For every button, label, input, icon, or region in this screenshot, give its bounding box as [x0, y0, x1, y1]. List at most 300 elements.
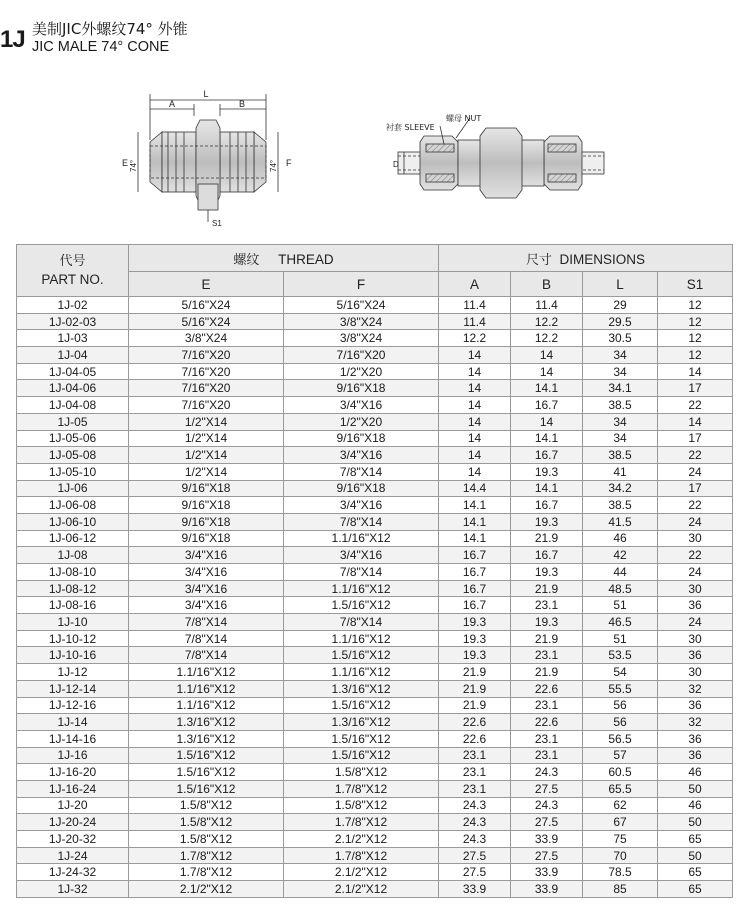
cell-dim-b: 23.1 [511, 697, 583, 714]
cell-dim-b: 14.1 [511, 380, 583, 397]
cell-thread-e: 3/4"X16 [129, 547, 284, 564]
cell-dim-l: 41.5 [583, 513, 658, 530]
cell-thread-e: 5/16"X24 [129, 313, 284, 330]
cell-dim-b: 23.1 [511, 647, 583, 664]
cell-dim-a: 14 [439, 413, 511, 430]
cell-thread-f: 3/4"X16 [284, 497, 439, 514]
thread-cn: 螺纹 [233, 252, 260, 268]
dimensions-cn: 尺寸 [526, 252, 553, 268]
cell-dim-l: 46.5 [583, 614, 658, 631]
cell-dim-b: 24.3 [511, 764, 583, 781]
page-header [0, 14, 400, 58]
cell-dim-s1: 36 [658, 730, 733, 747]
cell-thread-e: 3/8"X24 [129, 330, 284, 347]
table-row [17, 297, 733, 314]
cell-dim-a: 14 [439, 363, 511, 380]
table-row [17, 714, 733, 731]
cell-dim-a: 16.7 [439, 564, 511, 581]
label-S1: S1 [212, 219, 222, 228]
dimensions-header [439, 245, 733, 272]
cell-thread-f: 7/16"X20 [284, 347, 439, 364]
cell-thread-f: 7/8"X14 [284, 564, 439, 581]
cell-dim-a: 14 [439, 447, 511, 464]
cell-thread-f: 5/16"X24 [284, 297, 439, 314]
cell-part-no: 1J-04-05 [17, 363, 129, 380]
cell-thread-e: 1.1/16"X12 [129, 697, 284, 714]
cell-part-no: 1J-08-10 [17, 564, 129, 581]
cell-dim-s1: 30 [658, 530, 733, 547]
cell-dim-l: 85 [583, 881, 658, 898]
cell-dim-l: 51 [583, 630, 658, 647]
cell-dim-s1: 46 [658, 764, 733, 781]
cell-dim-l: 78.5 [583, 864, 658, 881]
cell-thread-f: 1.1/16"X12 [284, 630, 439, 647]
cell-part-no: 1J-20-32 [17, 831, 129, 848]
cell-thread-e: 3/4"X16 [129, 597, 284, 614]
cell-dim-l: 54 [583, 664, 658, 681]
cell-dim-s1: 65 [658, 881, 733, 898]
cell-dim-s1: 65 [658, 864, 733, 881]
cell-dim-a: 11.4 [439, 313, 511, 330]
cell-thread-f: 1.7/8"X12 [284, 780, 439, 797]
cell-part-no: 1J-03 [17, 330, 129, 347]
table-row [17, 397, 733, 414]
technical-drawing [0, 80, 750, 240]
cell-dim-b: 19.3 [511, 513, 583, 530]
column-header-B: B [511, 272, 583, 297]
cell-dim-s1: 24 [658, 564, 733, 581]
cell-dim-l: 55.5 [583, 680, 658, 697]
cell-part-no: 1J-10-12 [17, 630, 129, 647]
cell-dim-a: 23.1 [439, 747, 511, 764]
table-row [17, 597, 733, 614]
cell-dim-l: 75 [583, 831, 658, 848]
cell-dim-a: 16.7 [439, 597, 511, 614]
cell-thread-e: 1.3/16"X12 [129, 714, 284, 731]
cell-thread-f: 1.3/16"X12 [284, 680, 439, 697]
cell-dim-b: 23.1 [511, 730, 583, 747]
cell-dim-b: 12.2 [511, 330, 583, 347]
cell-part-no: 1J-06-08 [17, 497, 129, 514]
cell-dim-b: 21.9 [511, 664, 583, 681]
cell-dim-a: 14.1 [439, 497, 511, 514]
table-row [17, 630, 733, 647]
cell-dim-s1: 17 [658, 430, 733, 447]
cell-dim-b: 24.3 [511, 797, 583, 814]
cell-dim-a: 16.7 [439, 547, 511, 564]
cell-dim-s1: 46 [658, 797, 733, 814]
cell-thread-e: 3/4"X16 [129, 580, 284, 597]
cell-dim-s1: 30 [658, 630, 733, 647]
cell-part-no: 1J-05-10 [17, 463, 129, 480]
cell-thread-f: 3/8"X24 [284, 313, 439, 330]
table-row [17, 797, 733, 814]
cell-dim-a: 24.3 [439, 814, 511, 831]
cell-dim-l: 34 [583, 413, 658, 430]
cell-part-no: 1J-10 [17, 614, 129, 631]
cell-part-no: 1J-16 [17, 747, 129, 764]
cell-dim-l: 34 [583, 347, 658, 364]
cell-dim-s1: 50 [658, 847, 733, 864]
cell-thread-e: 7/8"X14 [129, 614, 284, 631]
cell-dim-a: 11.4 [439, 297, 511, 314]
cell-dim-s1: 32 [658, 714, 733, 731]
cell-part-no: 1J-20 [17, 797, 129, 814]
table-row [17, 564, 733, 581]
cell-dim-s1: 12 [658, 313, 733, 330]
cell-dim-b: 16.7 [511, 447, 583, 464]
cell-part-no: 1J-04-08 [17, 397, 129, 414]
cell-dim-a: 14 [439, 397, 511, 414]
cell-dim-a: 24.3 [439, 797, 511, 814]
label-angle-left: 74° [129, 159, 138, 172]
cell-thread-f: 9/16"X18 [284, 430, 439, 447]
table-row [17, 513, 733, 530]
cell-thread-f: 1.5/8"X12 [284, 797, 439, 814]
title-english: JIC MALE 74° CONE [32, 39, 170, 55]
cell-dim-a: 21.9 [439, 697, 511, 714]
cell-thread-f: 1.7/8"X12 [284, 814, 439, 831]
cell-dim-l: 38.5 [583, 447, 658, 464]
cell-part-no: 1J-24 [17, 847, 129, 864]
column-header-F: F [284, 272, 439, 297]
cell-dim-s1: 65 [658, 831, 733, 848]
cell-dim-l: 34 [583, 430, 658, 447]
table-row [17, 697, 733, 714]
cell-thread-e: 7/16"X20 [129, 397, 284, 414]
cell-thread-f: 2.1/2"X12 [284, 881, 439, 898]
cell-dim-b: 21.9 [511, 580, 583, 597]
cell-thread-f: 9/16"X18 [284, 480, 439, 497]
table-row [17, 313, 733, 330]
cell-thread-e: 1.7/8"X12 [129, 847, 284, 864]
cell-dim-a: 22.6 [439, 730, 511, 747]
table-row [17, 447, 733, 464]
cell-part-no: 1J-06-12 [17, 530, 129, 547]
cell-thread-f: 1.5/16"X12 [284, 730, 439, 747]
cell-dim-b: 11.4 [511, 297, 583, 314]
cell-dim-a: 21.9 [439, 664, 511, 681]
table-row [17, 380, 733, 397]
cell-part-no: 1J-10-16 [17, 647, 129, 664]
cell-dim-l: 53.5 [583, 647, 658, 664]
cell-dim-s1: 32 [658, 680, 733, 697]
cell-dim-a: 24.3 [439, 831, 511, 848]
cell-dim-b: 33.9 [511, 831, 583, 848]
cell-thread-f: 1.1/16"X12 [284, 530, 439, 547]
cell-dim-s1: 17 [658, 380, 733, 397]
cell-dim-l: 29.5 [583, 313, 658, 330]
cell-thread-e: 5/16"X24 [129, 297, 284, 314]
table-row [17, 547, 733, 564]
cell-dim-l: 56 [583, 714, 658, 731]
cell-dim-a: 19.3 [439, 647, 511, 664]
part-no-en: PART NO. [41, 272, 104, 287]
table-row [17, 764, 733, 781]
cell-part-no: 1J-16-24 [17, 780, 129, 797]
cell-dim-b: 14.1 [511, 480, 583, 497]
cell-dim-s1: 24 [658, 513, 733, 530]
cell-part-no: 1J-32 [17, 881, 129, 898]
cell-thread-e: 9/16"X18 [129, 530, 284, 547]
cell-dim-l: 38.5 [583, 397, 658, 414]
table-row [17, 330, 733, 347]
cell-part-no: 1J-05-08 [17, 447, 129, 464]
cell-dim-a: 14.4 [439, 480, 511, 497]
cell-part-no: 1J-12-16 [17, 697, 129, 714]
cell-part-no: 1J-08-16 [17, 597, 129, 614]
cell-dim-l: 56.5 [583, 730, 658, 747]
cell-thread-f: 9/16"X18 [284, 380, 439, 397]
cell-dim-s1: 22 [658, 397, 733, 414]
cell-dim-s1: 36 [658, 697, 733, 714]
part-no-cn: 代号 [59, 254, 86, 269]
cell-thread-e: 9/16"X18 [129, 497, 284, 514]
cell-part-no: 1J-02 [17, 297, 129, 314]
cell-dim-a: 19.3 [439, 630, 511, 647]
title-chinese: 美制JIC外螺纹74° 外锥 [32, 20, 188, 38]
cell-dim-b: 14 [511, 363, 583, 380]
cell-dim-s1: 14 [658, 413, 733, 430]
table-row [17, 463, 733, 480]
table-row [17, 847, 733, 864]
cell-dim-b: 22.6 [511, 714, 583, 731]
cell-dim-s1: 24 [658, 614, 733, 631]
cell-part-no: 1J-02-03 [17, 313, 129, 330]
label-F: F [286, 158, 292, 168]
cell-part-no: 1J-06 [17, 480, 129, 497]
cell-thread-e: 1/2"X14 [129, 463, 284, 480]
cell-dim-s1: 12 [658, 330, 733, 347]
cell-dim-l: 67 [583, 814, 658, 831]
cell-dim-a: 21.9 [439, 680, 511, 697]
cell-thread-e: 1/2"X14 [129, 430, 284, 447]
cell-dim-a: 27.5 [439, 847, 511, 864]
table-row [17, 664, 733, 681]
cell-dim-b: 27.5 [511, 780, 583, 797]
table-row [17, 881, 733, 898]
cell-dim-l: 60.5 [583, 764, 658, 781]
cell-dim-s1: 22 [658, 497, 733, 514]
table-row [17, 430, 733, 447]
cell-dim-l: 62 [583, 797, 658, 814]
label-sleeve: 衬套 SLEEVE [386, 123, 435, 132]
cell-dim-a: 23.1 [439, 764, 511, 781]
cell-thread-f: 1.3/16"X12 [284, 714, 439, 731]
cell-dim-l: 70 [583, 847, 658, 864]
product-code: 1J [0, 26, 25, 53]
cell-part-no: 1J-08 [17, 547, 129, 564]
cell-dim-s1: 14 [658, 363, 733, 380]
cell-dim-a: 14 [439, 347, 511, 364]
cell-dim-s1: 50 [658, 814, 733, 831]
cell-dim-l: 57 [583, 747, 658, 764]
cell-dim-a: 16.7 [439, 580, 511, 597]
cell-dim-a: 14 [439, 430, 511, 447]
table-row [17, 831, 733, 848]
column-header-E: E [129, 272, 284, 297]
cell-dim-l: 48.5 [583, 580, 658, 597]
cell-thread-e: 7/8"X14 [129, 647, 284, 664]
cell-thread-e: 7/16"X20 [129, 380, 284, 397]
cell-part-no: 1J-08-12 [17, 580, 129, 597]
table-row [17, 347, 733, 364]
table-body [17, 297, 733, 898]
cell-thread-e: 1.5/16"X12 [129, 780, 284, 797]
cell-dim-s1: 22 [658, 447, 733, 464]
cell-thread-f: 7/8"X14 [284, 513, 439, 530]
cell-part-no: 1J-04-06 [17, 380, 129, 397]
cell-thread-f: 2.1/2"X12 [284, 864, 439, 881]
cell-dim-s1: 36 [658, 747, 733, 764]
cell-thread-f: 7/8"X14 [284, 463, 439, 480]
cell-dim-a: 19.3 [439, 614, 511, 631]
cell-dim-b: 16.7 [511, 397, 583, 414]
cell-thread-f: 1.5/8"X12 [284, 764, 439, 781]
thread-header [129, 245, 439, 272]
specification-table [16, 244, 733, 898]
cell-thread-f: 1.5/16"X12 [284, 597, 439, 614]
cell-part-no: 1J-14 [17, 714, 129, 731]
cell-dim-b: 27.5 [511, 814, 583, 831]
cell-part-no: 1J-20-24 [17, 814, 129, 831]
cell-thread-e: 1.5/16"X12 [129, 747, 284, 764]
cell-dim-b: 19.3 [511, 463, 583, 480]
cell-dim-a: 14 [439, 463, 511, 480]
cell-thread-e: 9/16"X18 [129, 480, 284, 497]
thread-en: THREAD [278, 251, 334, 267]
cell-dim-s1: 22 [658, 547, 733, 564]
label-B: B [238, 99, 246, 109]
table-row [17, 614, 733, 631]
cell-dim-a: 33.9 [439, 881, 511, 898]
cell-dim-s1: 17 [658, 480, 733, 497]
cell-thread-e: 1.5/16"X12 [129, 764, 284, 781]
cell-dim-l: 56 [583, 697, 658, 714]
label-L: L [203, 89, 209, 99]
cell-dim-l: 44 [583, 564, 658, 581]
cell-dim-s1: 50 [658, 780, 733, 797]
cell-part-no: 1J-12 [17, 664, 129, 681]
cell-thread-e: 1.5/8"X12 [129, 814, 284, 831]
cell-dim-a: 22.6 [439, 714, 511, 731]
label-A: A [168, 99, 176, 109]
cell-thread-f: 3/4"X16 [284, 397, 439, 414]
cell-thread-e: 2.1/2"X12 [129, 881, 284, 898]
cell-dim-b: 12.2 [511, 313, 583, 330]
label-E: E [122, 158, 129, 168]
column-header-L: L [583, 272, 658, 297]
cell-part-no: 1J-04 [17, 347, 129, 364]
table-row [17, 480, 733, 497]
cell-dim-b: 19.3 [511, 564, 583, 581]
cell-dim-b: 33.9 [511, 881, 583, 898]
cell-thread-e: 1.1/16"X12 [129, 664, 284, 681]
cell-dim-b: 14.1 [511, 430, 583, 447]
cell-thread-e: 1/2"X14 [129, 413, 284, 430]
cell-thread-e: 1/2"X14 [129, 447, 284, 464]
cell-dim-s1: 36 [658, 597, 733, 614]
cell-dim-b: 23.1 [511, 597, 583, 614]
cell-dim-b: 33.9 [511, 864, 583, 881]
cell-part-no: 1J-05 [17, 413, 129, 430]
cell-thread-f: 1.5/16"X12 [284, 747, 439, 764]
cell-dim-l: 51 [583, 597, 658, 614]
cell-dim-b: 16.7 [511, 497, 583, 514]
cell-dim-s1: 30 [658, 580, 733, 597]
cell-dim-l: 42 [583, 547, 658, 564]
cell-dim-b: 21.9 [511, 530, 583, 547]
table-row [17, 363, 733, 380]
cell-dim-a: 14.1 [439, 513, 511, 530]
cell-thread-e: 7/16"X20 [129, 363, 284, 380]
cell-dim-l: 46 [583, 530, 658, 547]
cell-thread-e: 7/8"X14 [129, 630, 284, 647]
cell-dim-l: 29 [583, 297, 658, 314]
cell-thread-f: 1.7/8"X12 [284, 847, 439, 864]
dimensions-en: DIMENSIONS [559, 251, 646, 267]
table-row [17, 747, 733, 764]
cell-thread-f: 1.1/16"X12 [284, 664, 439, 681]
cell-thread-e: 1.5/8"X12 [129, 797, 284, 814]
cell-dim-b: 19.3 [511, 614, 583, 631]
cell-dim-l: 34 [583, 363, 658, 380]
cell-part-no: 1J-24-32 [17, 864, 129, 881]
cell-thread-e: 7/16"X20 [129, 347, 284, 364]
cell-thread-f: 7/8"X14 [284, 614, 439, 631]
table-row [17, 680, 733, 697]
cell-thread-f: 1.5/16"X12 [284, 647, 439, 664]
label-D: D [393, 160, 399, 169]
cell-dim-a: 14 [439, 380, 511, 397]
label-angle-right: 74° [269, 159, 278, 172]
cell-dim-b: 23.1 [511, 747, 583, 764]
cell-dim-b: 16.7 [511, 547, 583, 564]
cell-thread-f: 3/4"X16 [284, 547, 439, 564]
table-row [17, 647, 733, 664]
cell-thread-f: 3/8"X24 [284, 330, 439, 347]
cell-part-no: 1J-12-14 [17, 680, 129, 697]
table-row [17, 497, 733, 514]
table-row [17, 530, 733, 547]
table-row [17, 730, 733, 747]
label-nut: 螺母 NUT [446, 114, 482, 123]
table-row [17, 413, 733, 430]
cell-dim-a: 12.2 [439, 330, 511, 347]
cell-dim-s1: 12 [658, 347, 733, 364]
left-fitting-drawing [138, 94, 278, 222]
cell-thread-e: 9/16"X18 [129, 513, 284, 530]
cell-part-no: 1J-14-16 [17, 730, 129, 747]
cell-thread-f: 3/4"X16 [284, 447, 439, 464]
cell-dim-b: 27.5 [511, 847, 583, 864]
cell-dim-l: 34.2 [583, 480, 658, 497]
cell-dim-s1: 30 [658, 664, 733, 681]
cell-part-no: 1J-16-20 [17, 764, 129, 781]
table-row [17, 814, 733, 831]
cell-thread-e: 1.7/8"X12 [129, 864, 284, 881]
cell-thread-e: 3/4"X16 [129, 564, 284, 581]
table-row [17, 580, 733, 597]
cell-thread-f: 1/2"X20 [284, 413, 439, 430]
cell-dim-l: 41 [583, 463, 658, 480]
cell-dim-b: 14 [511, 413, 583, 430]
cell-thread-e: 1.3/16"X12 [129, 730, 284, 747]
cell-dim-s1: 36 [658, 647, 733, 664]
cell-thread-e: 1.5/8"X12 [129, 831, 284, 848]
table-row [17, 864, 733, 881]
cell-dim-b: 14 [511, 347, 583, 364]
